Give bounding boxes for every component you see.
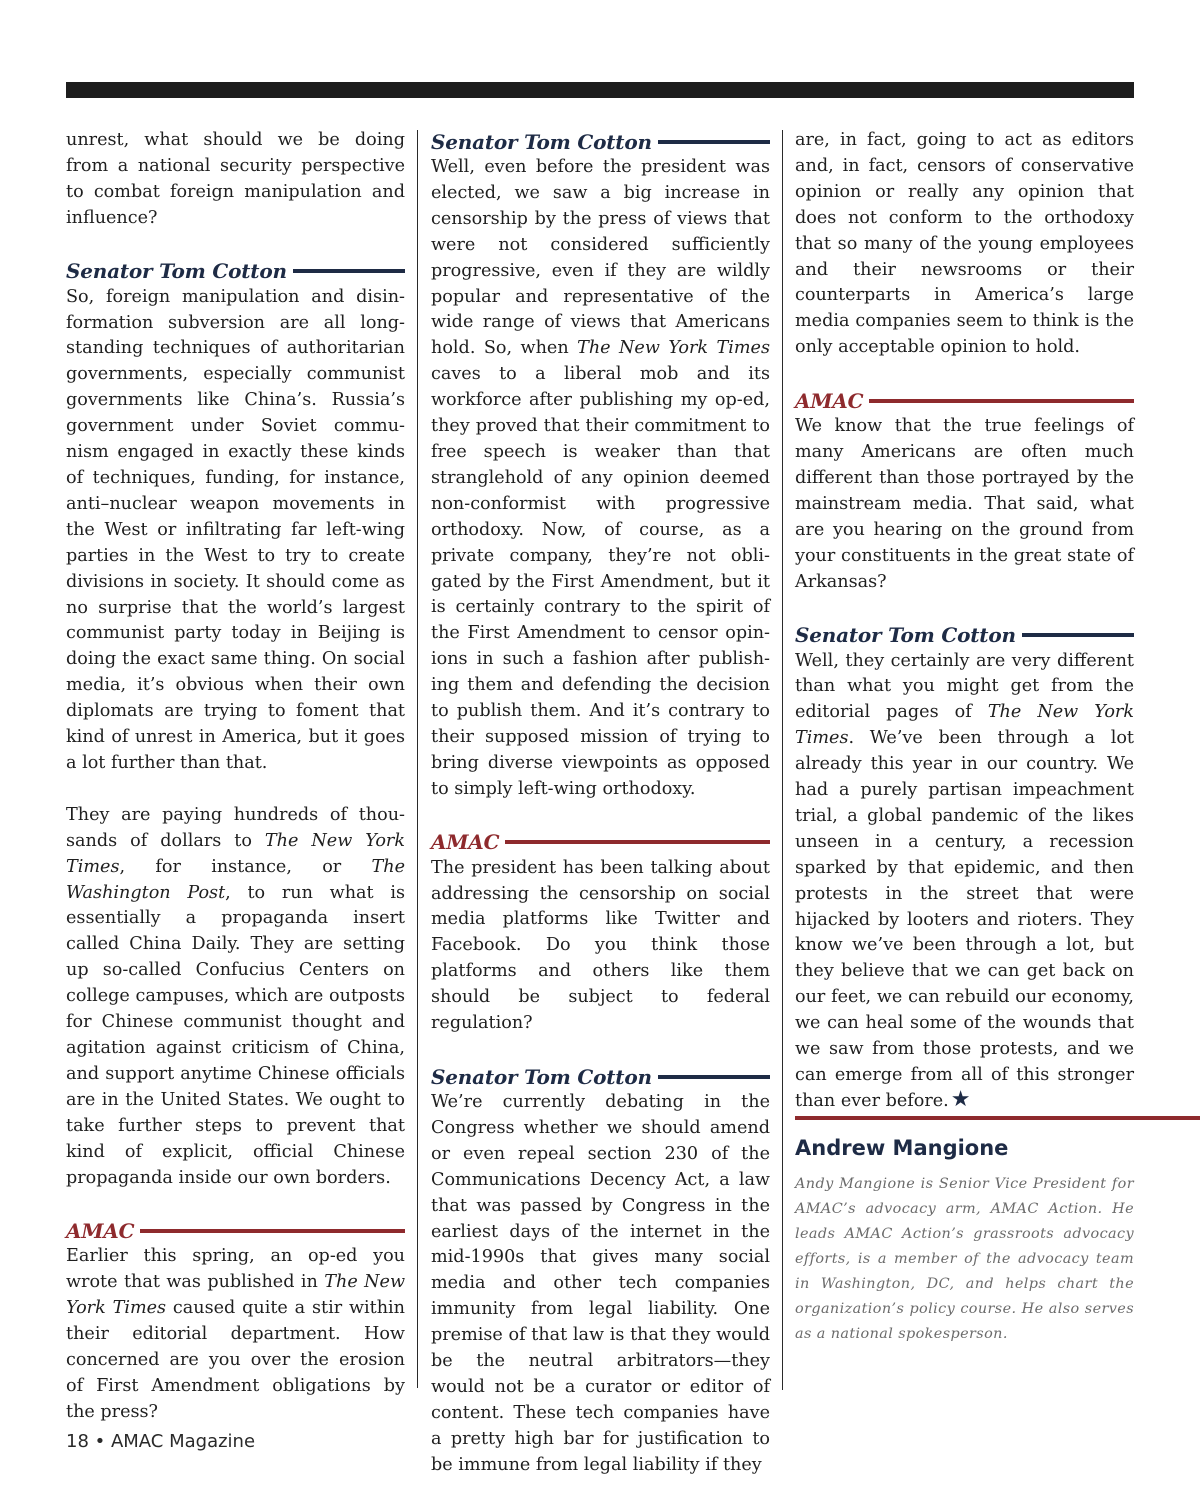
author-bio: Andy Mangione is Senior Vice President for AMAC’s advocacy arm, AMAC Action. He leads AMAC Action’s grassroots advocacy efforts, is a member of the advocacy team in Washington, DC, and helps chart the organization’s policy course. He also serves as a national spokesperson. (795, 1176, 1134, 1342)
speaker-label: AMAC (66, 1218, 135, 1243)
question-continued: unrest, what should we be doing from a national security perspective to combat foreign manipulation and influence? (66, 130, 405, 228)
column-3 (795, 128, 1134, 1115)
speaker-heading-cotton (795, 622, 1134, 649)
question-paragraph: Earlier this spring, an op-ed you wrote that was published in The New York Times caused quite a stir within their editorial department. How concerned are you over the erosion of First Amendment obligations by the press? (66, 1246, 406, 1422)
author-name: Andrew Mangione (795, 1136, 1009, 1160)
page-footer: 18 • AMAC Magazine (66, 1431, 256, 1452)
speaker-heading-amac (431, 829, 770, 856)
speaker-heading-amac (795, 387, 1134, 414)
heading-rule (1022, 633, 1134, 637)
heading-rule (293, 269, 405, 273)
speaker-heading-amac (66, 1217, 405, 1244)
bio-divider (795, 1116, 1200, 1120)
speaker-label: AMAC (795, 388, 864, 413)
speaker-label: AMAC (431, 830, 500, 855)
answer-paragraph: They are paying hundreds of thousands of dollars to The New York Times, for instance, or The Washington Post, to run what is essentially a propaganda insert called China Daily. They are setting up so-called Confucius Centers on college campuses, which are outposts for Chinese communist thought and agitation against criticism of China, and support anytime Chinese officials are in the United States. We ought to take further steps to prevent that kind of explicit, official Chinese propaganda inside our own borders. (66, 804, 406, 1188)
speaker-heading-cotton (431, 1063, 770, 1090)
column-divider-2 (782, 130, 783, 1390)
answer-paragraph: We’re currently debating in the Congress whether we should amend or even repeal section 230 of the Communications Decency Act, a law that was passed by Congress in the earliest days of the internet in the mid-1990s that gives many social media and other tech companies immunity from legal liability. One premise of that law is that they would be the neutral arbitrators—they would not be a curator or editor of content. These tech companies have a pretty high bar for justification to be immune from legal liability if they (431, 1092, 770, 1475)
heading-rule (505, 840, 770, 844)
heading-rule (869, 399, 1134, 403)
speaker-label: Senator Tom Cotton (795, 623, 1016, 647)
speaker-heading-cotton (66, 258, 405, 285)
answer-paragraph: Well, even before the president was elected, we saw a big increase in censorship by the press of views that were not considered sufficiently progressive, even if they are wildly popular and representative of the wide range of views that Americans hold. So, when The New York Times caves to a liberal mob and its workforce after publishing my op-ed, they proved that their commitment to free speech is weaker than that stranglehold of any opinion deemed non-conformist with progressive orthodoxy. Now, of course, as a private company, they’re not obligated by the First Amendment, but it is certainly contrary to the spirit of the First Amendment to censor opinions in such a fashion after publishing them and defending the decision to publish them. And it’s contrary to their supposed mission of trying to bring diverse viewpoints as opposed to simply left-wing orthodoxy. (431, 157, 770, 799)
speaker-label: Senator Tom Cotton (66, 259, 287, 284)
column-divider-1 (417, 130, 418, 1388)
answer-paragraph: So, foreign manipulation and disinformation subversion are all long-standing techniques of authoritarian governments, especially communist governments like China’s. Russia’s government under Soviet communism engaged in exactly these kinds of techniques, funding, for instance, anti–nuclear weapon movements in the West or infiltrating far left-wing parties in the West to try to create divisions in society. It should come as no surprise that the world’s largest communist party today in Beijing is doing the exact same thing. On social media, it’s obvious when their own diplomats are trying to foment that kind of unrest in America, but it goes a lot further than that. (66, 286, 405, 773)
heading-rule (140, 1229, 405, 1233)
header-bar (66, 82, 1134, 98)
speaker-heading-cotton (431, 128, 770, 155)
star-icon: ★ (950, 1086, 971, 1112)
speaker-label: Senator Tom Cotton (431, 129, 652, 154)
speaker-label: Senator Tom Cotton (431, 1064, 652, 1089)
answer-continued: are, in fact, going to act as editors and, in fact, censors of conservative opinion or really any opinion that does not conform to the orthodoxy that so many of the young employees and their newsrooms or their counterparts in America’s large media companies seem to think is the only acceptable opinion to hold. (795, 130, 1134, 358)
heading-rule (658, 140, 770, 144)
column-2 (431, 128, 770, 1479)
answer-paragraph: Well, they certainly are very different than what you might get from the editorial pages of The New York Times. We’ve been through a lot already this year in our country. We had a purely partisan impeachment trial, a global pandemic of the likes unseen in a century, a recession sparked by that epidemic, and then protests in the street that were hijacked by looters and rioters. They know we’ve been through a lot, but they believe that we can get back on our feet, we can rebuild our economy, we can heal some of the wounds that we saw from those protests, and we can emerge from all of this stronger than ever before.★ (795, 650, 1134, 1112)
question-paragraph: We know that the true feelings of many Americans are often much different than those portrayed by the mainstream media. That said, what are you hearing on the ground from your constituents in the great state of Arkansas? (795, 416, 1134, 592)
question-paragraph: The president has been talking about addressing the censorship on social media platforms like Twitter and Facebook. Do you think those platforms and others like them should be subject to federal regulation? (431, 857, 770, 1034)
heading-rule (658, 1075, 770, 1079)
column-1 (66, 128, 405, 1426)
